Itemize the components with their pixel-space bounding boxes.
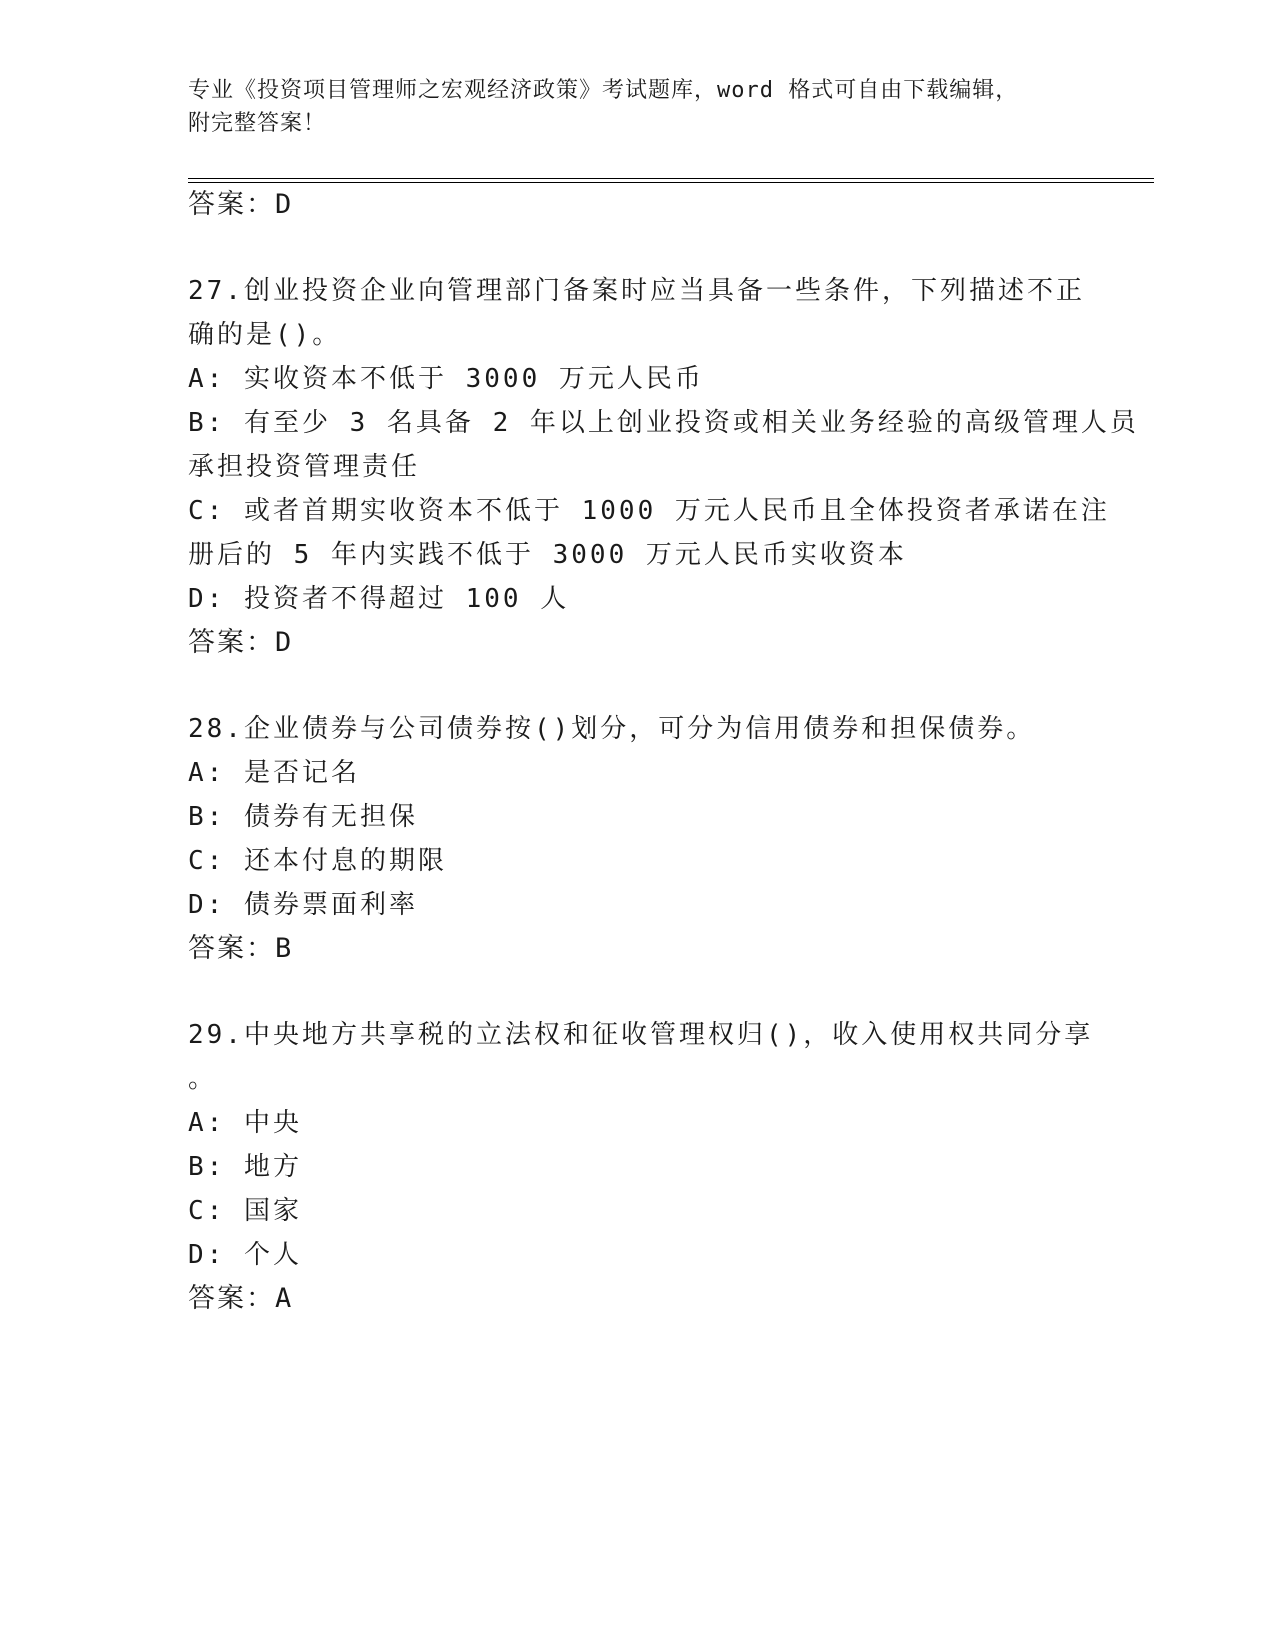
q29-option-d: D: 个人: [188, 1240, 302, 1270]
header-line-2: 附完整答案！: [188, 111, 327, 136]
q27-option-a: A: 实收资本不低于 3000 万元人民币: [188, 364, 704, 394]
q29-answer: 答案：A: [188, 1283, 294, 1314]
q29-stem-line-2: 。: [188, 1064, 218, 1094]
q28-option-c: C: 还本付息的期限: [188, 846, 447, 876]
q28-option-d: D: 债券票面利率: [188, 890, 418, 920]
q28-option-a: A: 是否记名: [188, 758, 360, 788]
q27-option-c-line-2: 册后的 5 年内实践不低于 3000 万元人民币实收资本: [188, 540, 907, 570]
q28-stem-line-1: 28.企业债券与公司债券按()划分，可分为信用债券和担保债券。: [188, 714, 1036, 744]
q27-option-b-line-1: B: 有至少 3 名具备 2 年以上创业投资或相关业务经验的高级管理人员: [188, 408, 1139, 438]
header-divider: [188, 178, 1154, 183]
q27-option-c-line-1: C: 或者首期实收资本不低于 1000 万元人民币且全体投资者承诺在注: [188, 496, 1110, 526]
q27-answer: 答案：D: [188, 627, 294, 658]
header-line-1: 专业《投资项目管理师之宏观经济政策》考试题库，word 格式可自由下载编辑，: [188, 78, 1019, 103]
q28-option-b: B: 债券有无担保: [188, 802, 418, 832]
q29-option-c: C: 国家: [188, 1196, 302, 1226]
q28-answer: 答案：B: [188, 933, 294, 964]
q29-option-a: A: 中央: [188, 1108, 302, 1138]
q27-option-d: D: 投资者不得超过 100 人: [188, 584, 570, 614]
q27-stem-line-1: 27.创业投资企业向管理部门备案时应当具备一些条件，下列描述不正: [188, 276, 1085, 306]
q27-stem-line-2: 确的是()。: [188, 320, 342, 350]
q29-stem-line-1: 29.中央地方共享税的立法权和征收管理权归()，收入使用权共同分享: [188, 1020, 1094, 1050]
q29-option-b: B: 地方: [188, 1152, 302, 1182]
previous-answer: 答案：D: [188, 189, 294, 220]
q27-option-b-line-2: 承担投资管理责任: [188, 452, 421, 482]
document-header: [188, 74, 1088, 140]
